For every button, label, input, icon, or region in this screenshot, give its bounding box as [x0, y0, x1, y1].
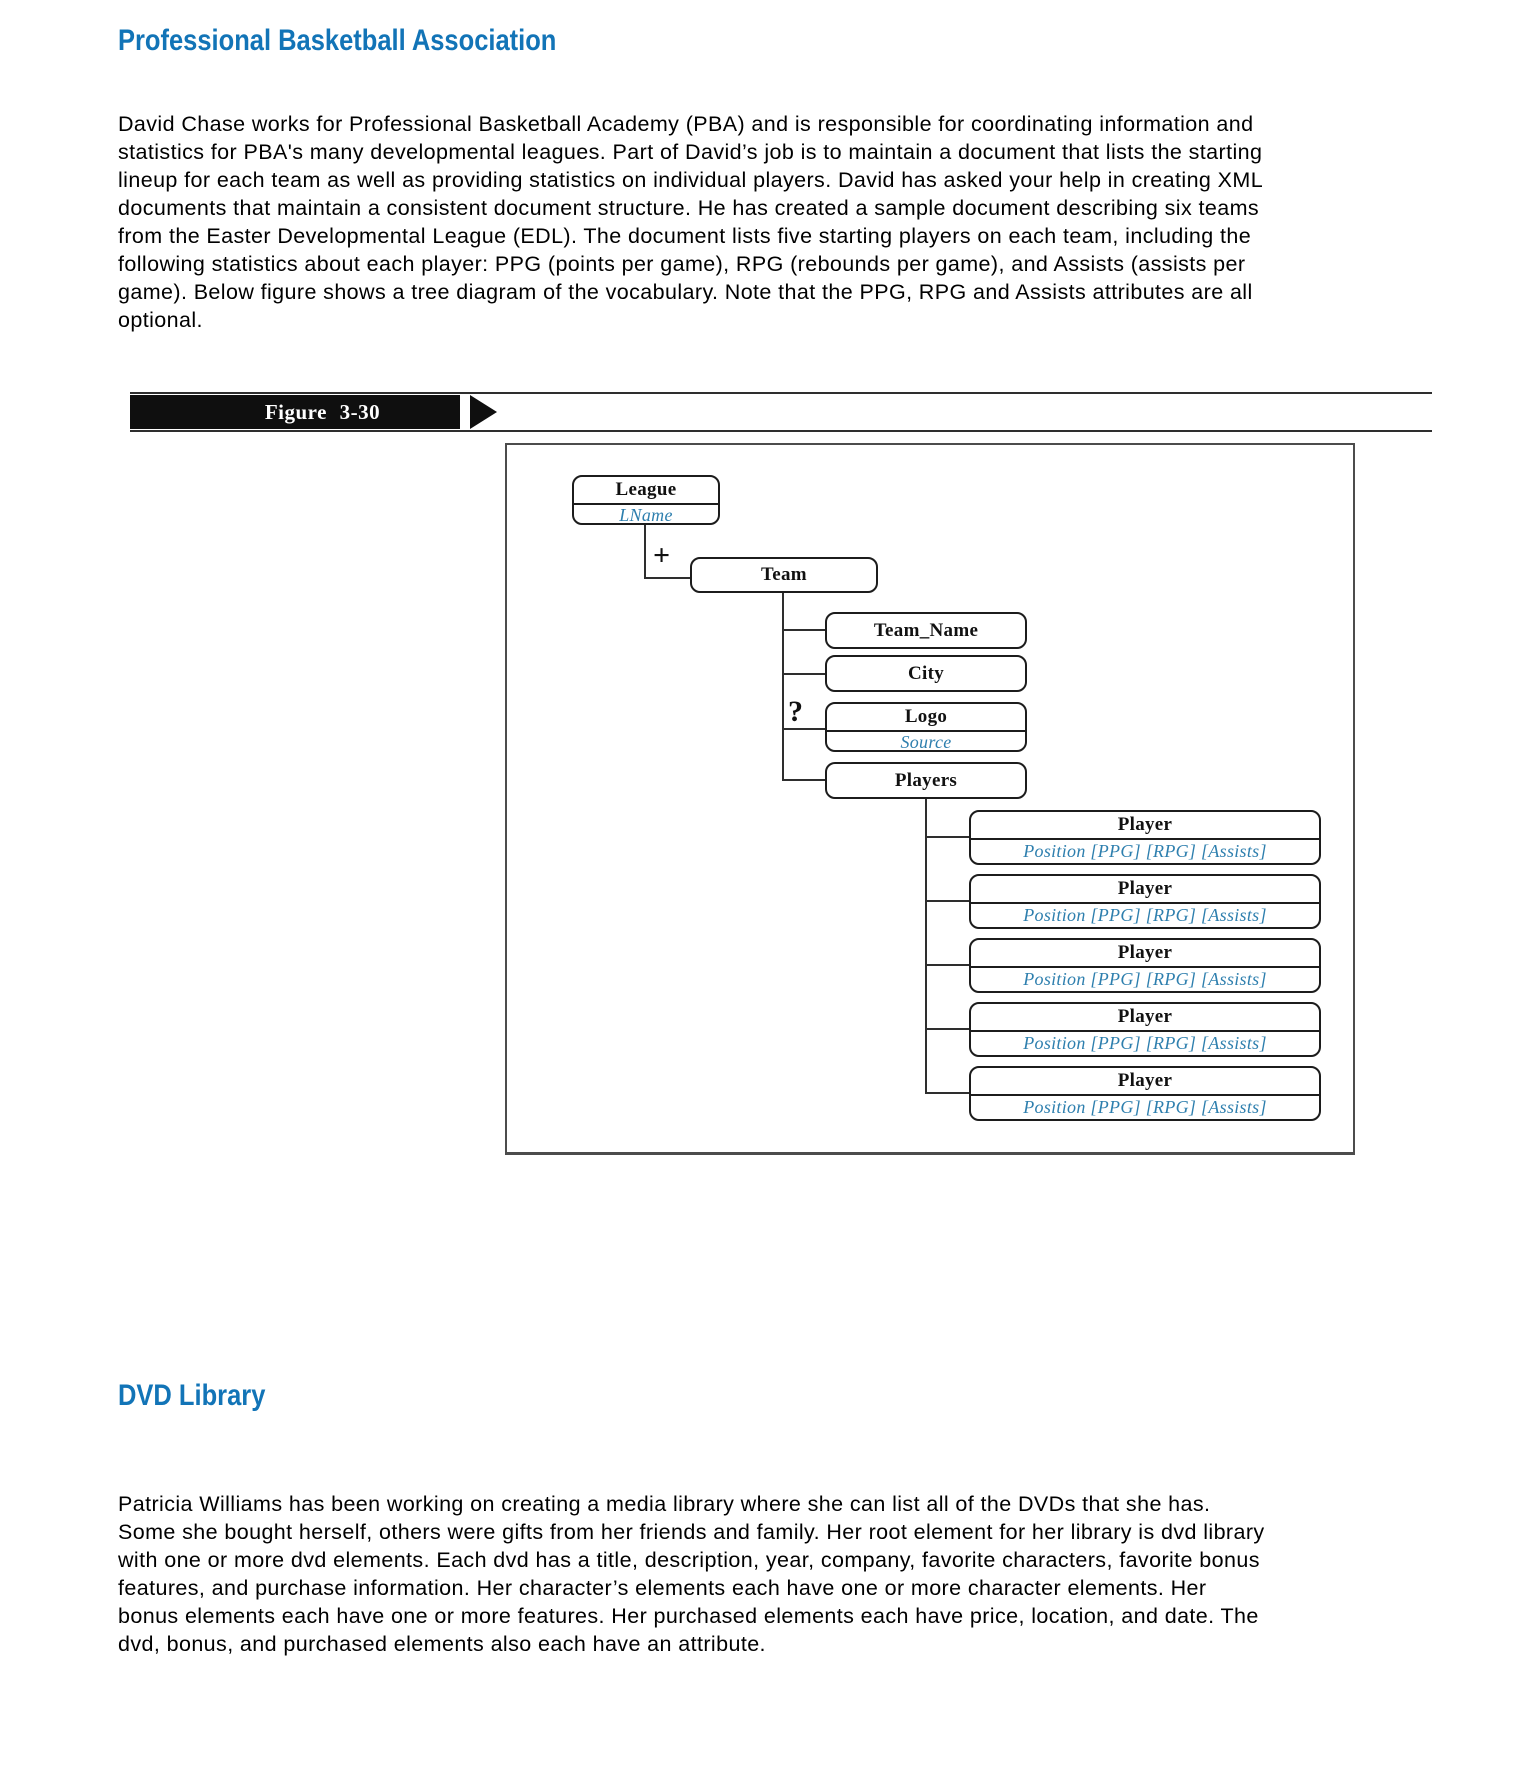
- figure-frame: [505, 443, 1355, 1155]
- connector-players-player4: [927, 1028, 969, 1030]
- figure-banner-arrow-icon: [470, 395, 497, 429]
- node-city-label: City: [907, 662, 945, 684]
- connector-players-player2: [927, 900, 969, 902]
- node-logo: [825, 702, 1027, 752]
- node-player-5-label: Player: [1117, 1070, 1173, 1091]
- node-player-3-attributes: Position [PPG] [RPG] [Assists]: [971, 966, 1319, 991]
- connector-team-players: [784, 779, 825, 781]
- node-player-4: [969, 1002, 1321, 1057]
- dvd-library-paragraph: Patricia Williams has been working on creating a media library where she can list all of the DVDs that she has. Some she bought herself, others were gifts from her friends and family. Her root element for her library is dvd library with one or more dvd elements. Each dvd has a title, description, year, company, favorite characters, favorite bonus features, and purchase information. Her character’s elements each have one or more character elements. Her bonus elements each have one or more features. Her purchased elements each have price, location, and date. The dvd, bonus, and purchased elements also each have an attribute.: [118, 1492, 1265, 1656]
- connector-players-player5: [927, 1092, 969, 1094]
- node-team: [690, 557, 878, 593]
- node-team-name-element: [825, 612, 1027, 649]
- connector-players-player3: [927, 964, 969, 966]
- node-player-2-attributes: Position [PPG] [RPG] [Assists]: [971, 902, 1319, 927]
- figure-label: Figure 3-30: [264, 399, 381, 424]
- basketball-paragraph: David Chase works for Professional Basketball Academy (PBA) and is responsible for coordinating information and statistics for PBA's many developmental leagues. Part of David’s job is to maintain a document that lists the starting lineup for each team as well as providing statistics on individual players. David has asked your help in creating XML documents that maintain a consistent document structure. He has created a sample document describing six teams from the Easter Developmental League (EDL). The document lists five starting players on each team, including the following statistics about each player: PPG (points per game), RPG (rebounds per game), and Assists (assists per game). Below figure shows a tree diagram of the vocabulary. Note that the PPG, RPG and Assists attributes are all optional.: [118, 112, 1263, 332]
- node-city: [825, 655, 1027, 692]
- node-team-name: Team: [761, 564, 807, 585]
- node-player-5: [969, 1066, 1321, 1121]
- optional-indicator: ?: [788, 695, 803, 728]
- section-title-dvd-library: DVD Library: [118, 1379, 266, 1412]
- connector-league-team: [644, 577, 690, 579]
- node-player-2-label: Player: [1117, 878, 1173, 899]
- node-team-name-label: Team_Name: [873, 619, 979, 641]
- node-player-1-attributes: Position [PPG] [RPG] [Assists]: [971, 838, 1319, 863]
- node-player-2: [969, 874, 1321, 929]
- node-player-4-attributes: Position [PPG] [RPG] [Assists]: [971, 1030, 1319, 1055]
- connector-team-city: [784, 673, 825, 675]
- connector-players-player1: [927, 836, 969, 838]
- node-player-3-label: Player: [1117, 942, 1173, 963]
- connector-team-teamname: [784, 629, 825, 631]
- node-player-4-label: Player: [1117, 1006, 1173, 1027]
- node-player-1-label: Player: [1117, 814, 1173, 835]
- node-league: [572, 475, 720, 525]
- one-or-more-indicator: +: [653, 539, 671, 572]
- node-logo-attribute: Source: [827, 730, 1025, 752]
- node-league-name: League: [615, 479, 677, 500]
- connector-players-trunk: [925, 799, 927, 1094]
- node-players: [825, 762, 1027, 799]
- section-title-basketball: Professional Basketball Association: [118, 24, 557, 57]
- node-player-5-attributes: Position [PPG] [RPG] [Assists]: [971, 1094, 1319, 1119]
- node-players-label: Players: [894, 769, 958, 791]
- connector-team-logo: [784, 728, 825, 730]
- connector-league-trunk: [644, 525, 646, 579]
- connector-team-trunk: [782, 593, 784, 781]
- node-player-1: [969, 810, 1321, 865]
- node-logo-label: Logo: [904, 706, 948, 727]
- figure-banner: [130, 392, 1432, 432]
- node-league-attribute: LName: [574, 503, 718, 525]
- figure-banner-bar: [130, 395, 460, 429]
- node-player-3: [969, 938, 1321, 993]
